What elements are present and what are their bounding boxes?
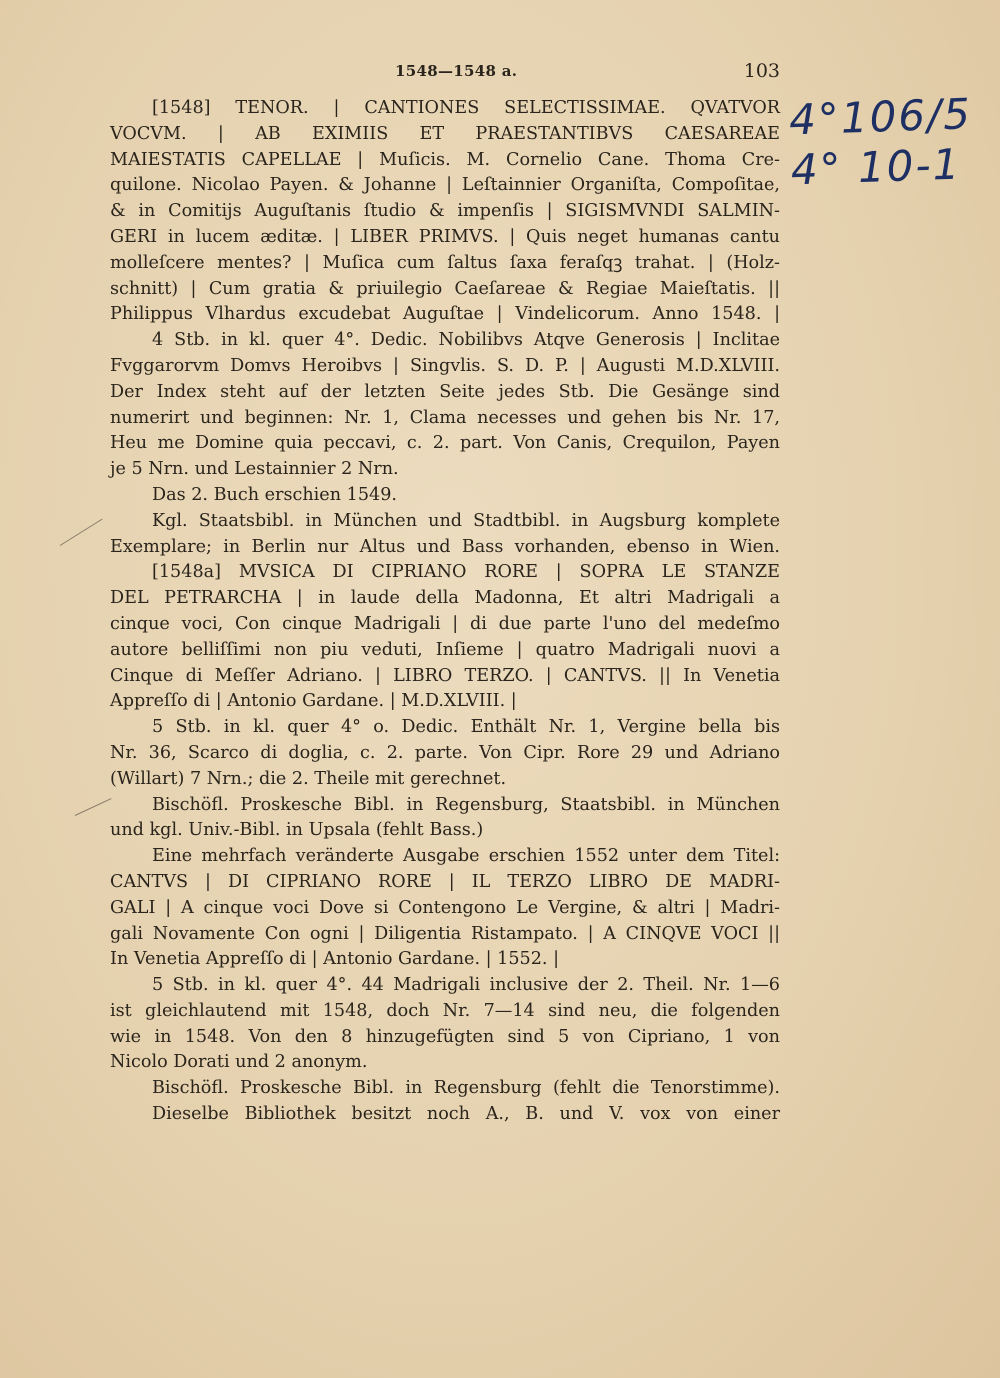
text-line: quilone. Nicolao Payen. & Johanne | Leſtainnier Organiſta, Compoſitae, [110,175,780,196]
text-line: Nicolo Dorati und 2 anonym. [110,1052,368,1073]
text-line: Das 2. Buch erschien 1549. [152,484,397,505]
running-title: 1548—1548 a. [395,62,518,80]
text-line: [1548a] MVSICA DI CIPRIANO RORE | SOPRA LE STANZE [152,562,780,583]
shelfmark-line-2: 4° 10-1 [790,139,963,195]
text-line: DEL PETRARCHA | in laude della Madonna, Et altri Madrigali a [110,588,780,609]
text-line: Eine mehrfach veränderte Ausgabe erschien 1552 unter dem Titel: [152,846,780,867]
text-line: CANTVS | DI CIPRIANO RORE | IL TERZO LIBRO DE MADRI- [110,871,780,892]
text-line: 5 Stb. in kl. quer 4°. 44 Madrigali inclusive der 2. Theil. Nr. 1—6 [152,975,780,996]
text-line: molleſcere mentes? | Muſica cum ſaltus ſaxa feraſqꝫ trahat. | (Holz- [110,252,780,273]
text-line: Exemplare; in Berlin nur Altus und Bass vorhanden, ebenso in Wien. [110,536,780,557]
text-line: Heu me Domine quia peccavi, c. 2. part. Von Canis, Crequilon, Payen [110,433,780,454]
text-line: Der Index steht auf der letzten Seite jedes Stb. Die Gesänge sind [110,381,780,402]
text-line: und kgl. Univ.-Bibl. in Upsala (fehlt Bass.) [110,820,484,841]
text-line: Bischöfl. Proskesche Bibl. in Regensburg (fehlt die Tenorstimme). [152,1078,780,1099]
text-line: MAIESTATIS CAPELLAE | Muſicis. M. Cornelio Cane. Thoma Cre- [110,149,780,170]
pencil-mark-1 [60,519,103,546]
text-line: je 5 Nrn. und Lestainnier 2 Nrn. [110,459,399,480]
handwritten-shelfmark [788,89,991,196]
text-line: Bischöfl. Proskesche Bibl. in Regensburg, Staatsbibl. in München [152,794,780,815]
text-line: [1548] TENOR. | CANTIONES SELECTISSIMAE. QVATVOR [152,98,780,118]
text-line: & in Comitijs Auguſtanis ſtudio & impenſis | SIGISMVNDI SALMIN- [110,201,780,222]
text-line: 5 Stb. in kl. quer 4° o. Dedic. Enthält Nr. 1, Vergine bella bis [152,717,780,738]
text-line: gali Novamente Con ogni | Diligentia Ristampato. | A CINQVE VOCI || [110,923,780,944]
text-line: ist gleichlautend mit 1548, doch Nr. 7—14 sind neu, die folgenden [110,1000,780,1021]
text-line: GALI | A cinque voci Dove si Contengono Le Vergine, & altri | Madri- [110,897,780,918]
pencil-mark-2 [75,798,112,816]
page-number: 103 [743,60,780,82]
text-line: GERI in lucem æditæ. | LIBER PRIMVS. | Quis neget humanas cantu [110,226,780,247]
page-header [110,60,780,84]
catalogue-text [110,96,780,1128]
text-line: Cinque di Meſſer Adriano. | LIBRO TERZO. | CANTVS. || In Venetia [110,665,780,686]
text-line: (Willart) 7 Nrn.; die 2. Theile mit gerechnet. [110,768,507,789]
text-line: Dieselbe Bibliothek besitzt noch A., B. und V. vox von einer [152,1104,780,1125]
text-line: Appreſſo di | Antonio Gardane. | M.D.XLVIII. | [110,691,517,712]
text-line: Nr. 36, Scarco di doglia, c. 2. parte. Von Cipr. Rore 29 und Adriano [110,742,780,763]
text-line: 4 Stb. in kl. quer 4°. Dedic. Nobilibvs Atqve Generosis | Inclitae [152,330,780,351]
text-line: autore belliſſimi non piu veduti, Inſieme | quatro Madrigali nuovi a [110,639,780,660]
text-line: Philippus Vlhardus excudebat Auguſtae | Vindelicorum. Anno 1548. | [110,304,780,325]
text-line: Kgl. Staatsbibl. in München und Stadtbibl. in Augsburg komplete [152,510,780,531]
text-line: Fvggarorvm Domvs Heroibvs | Singvlis. S. D. P. | Augusti M.D.XLVIII. [110,355,780,376]
text-line: VOCVM. | AB EXIMIIS ET PRAESTANTIBVS CAESAREAE [110,123,780,144]
text-line: schnitt) | Cum gratia & priuilegio Caeſareae & Regiae Maieſtatis. || [110,278,780,299]
text-line: wie in 1548. Von den 8 hinzugefügten sind 5 von Cipriano, 1 von [110,1026,780,1047]
shelfmark-line-1: 4°106/5 [788,89,973,145]
text-line: In Venetia Appreſſo di | Antonio Gardane. | 1552. | [110,949,560,970]
text-line: numerirt und beginnen: Nr. 1, Clama necesses und gehen bis Nr. 17, [110,407,780,428]
text-line: cinque voci, Con cinque Madrigali | di due parte l'uno del medeſmo [110,613,780,634]
